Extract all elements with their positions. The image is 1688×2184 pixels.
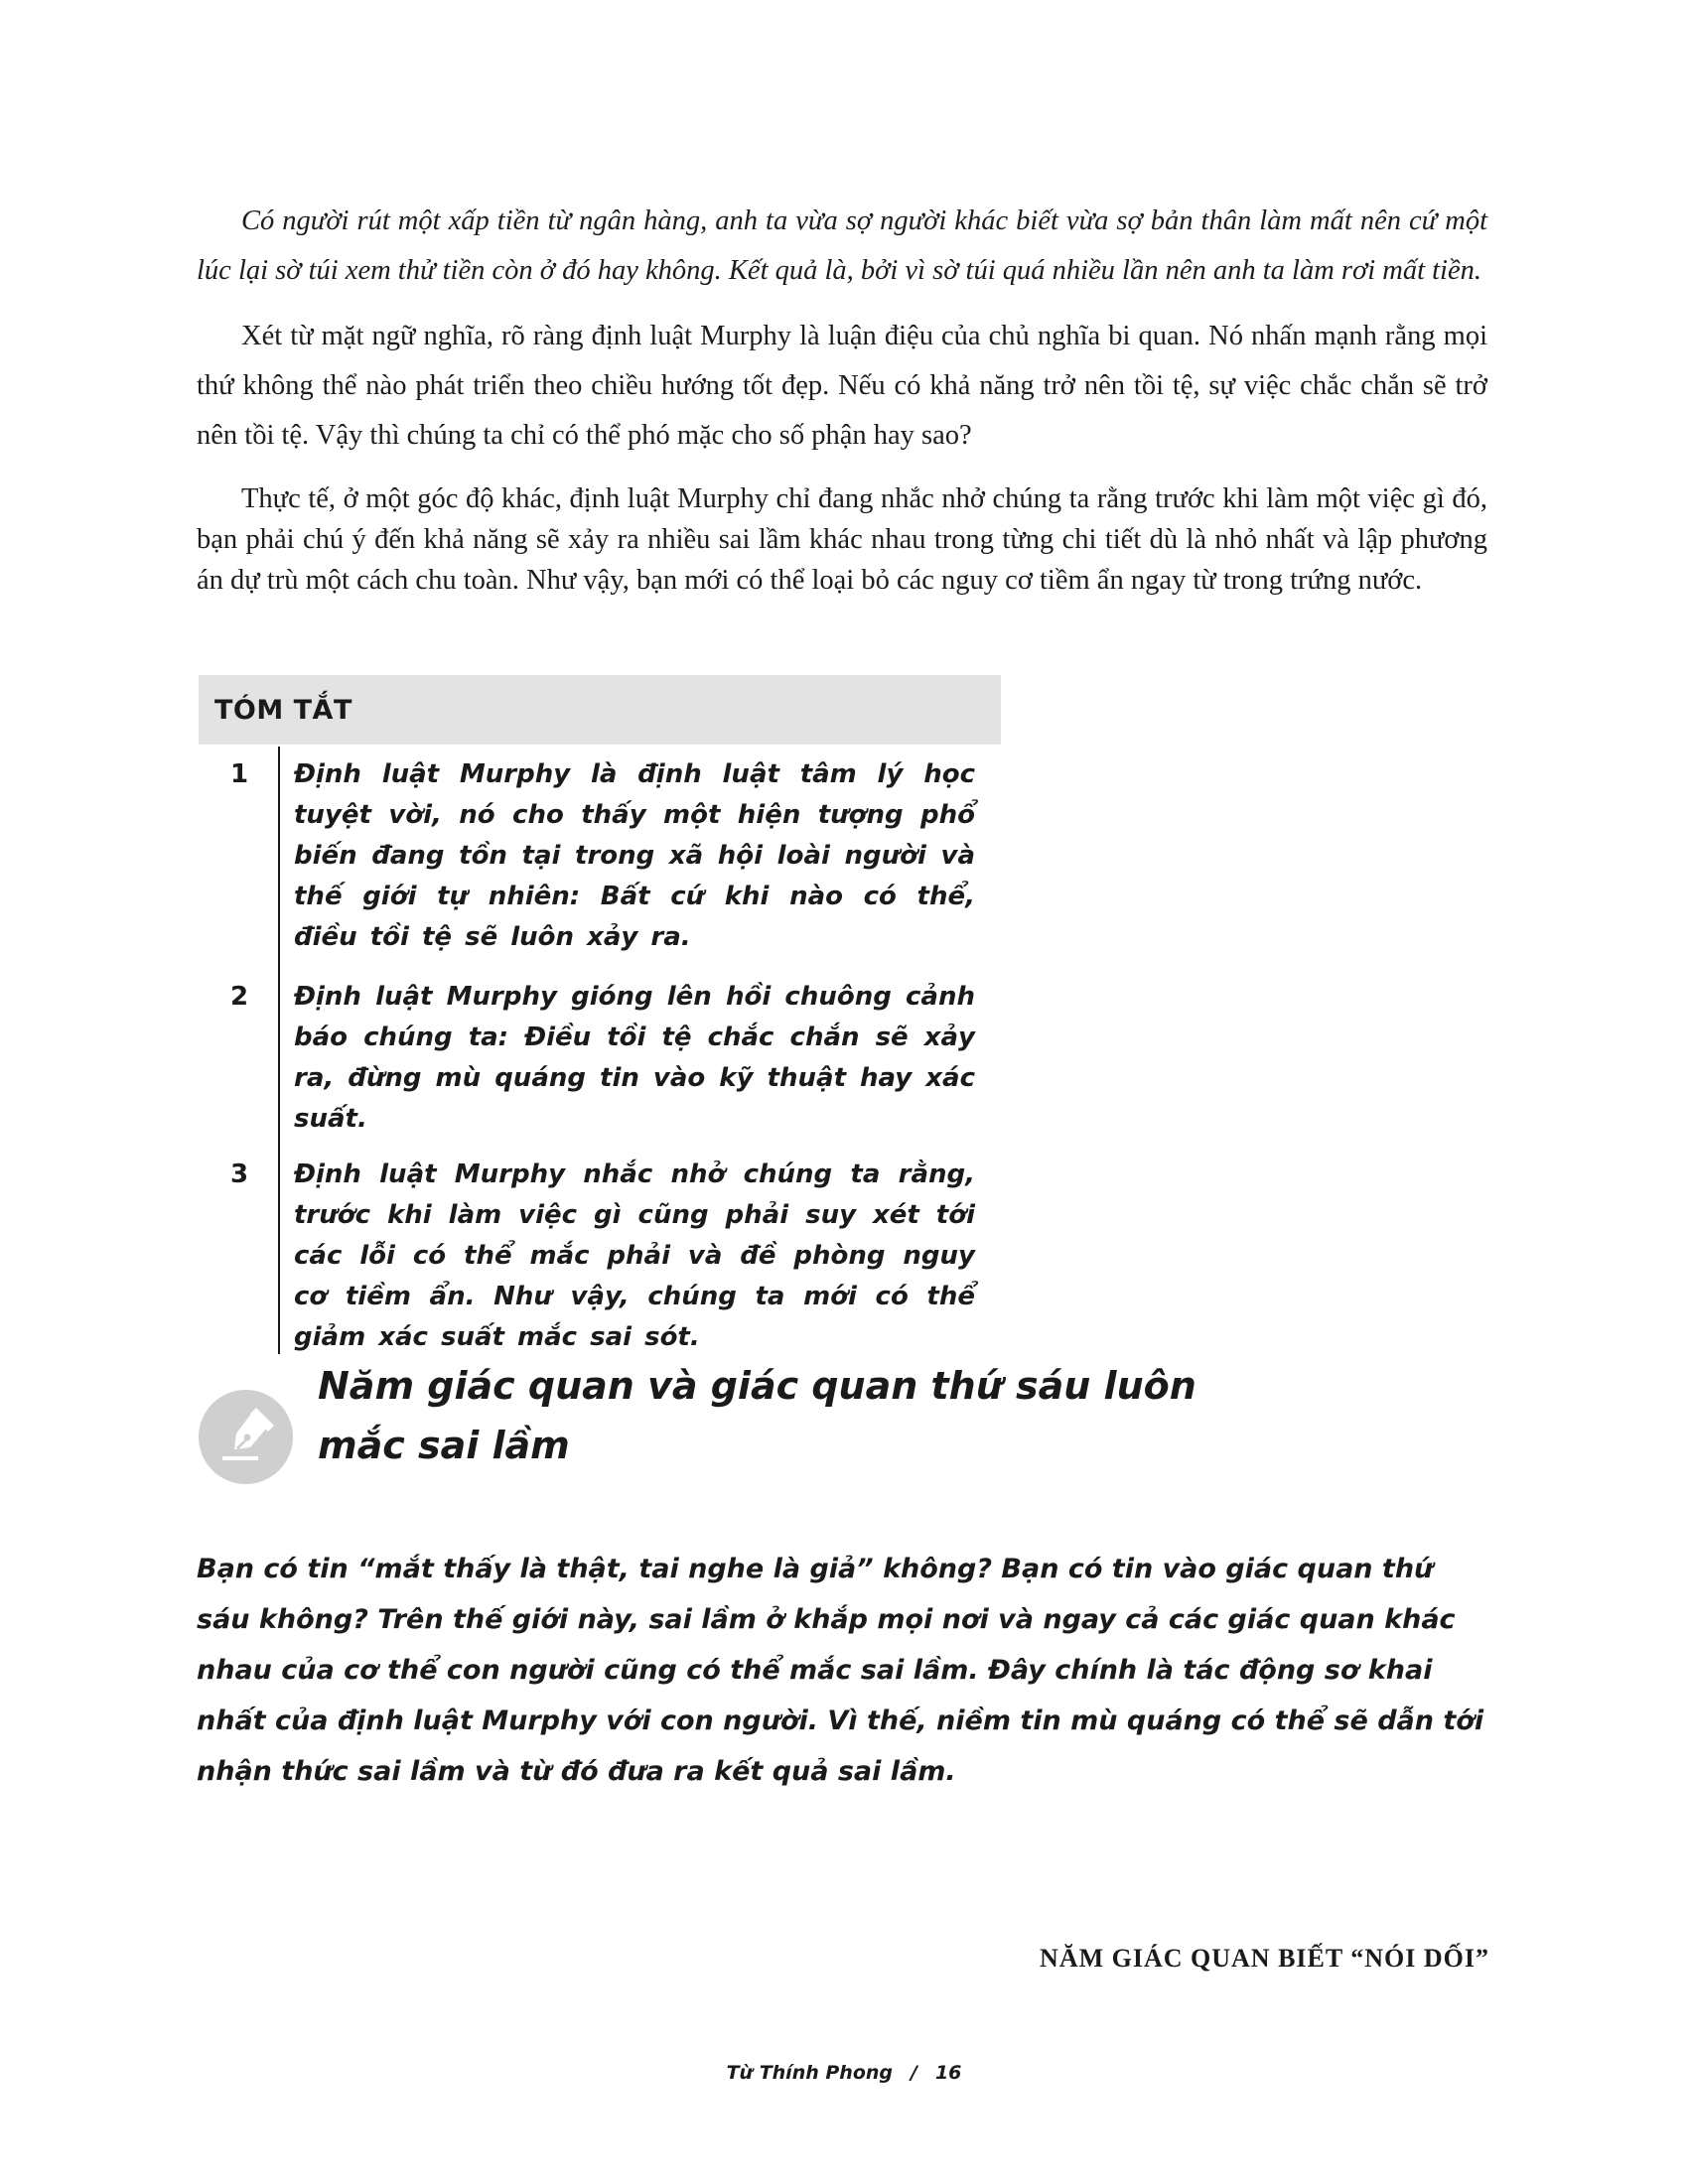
summary-item-number: 1 [230, 759, 249, 789]
summary-item-text: Định luật Murphy gióng lên hồi chuông cảnh báo chúng ta: Điều tồi tệ chắc chắn sẽ xảy ra, đừng mù quáng tin vào kỹ thuật hay xác suất. [294, 982, 975, 1134]
page-number: 16 [934, 2062, 962, 2084]
section-intro: Bạn có tin “mắt thấy là thật, tai nghe là giả” không? Bạn có tin vào giác quan thứ sáu không? Trên thế giới này, sai lầm ở khắp mọi nơi và ngay cả các giác quan khác nhau của cơ thể con người cũng có thể mắc sai lầm. Đây chính là tác động sơ khai nhất của định luật Murphy với con người. Vì thế, niềm tin mù quáng có thể sẽ dẫn tới nhận thức sai lầm và từ đó đưa ra kết quả sai lầm. [197, 1554, 1484, 1787]
footer-separator: / [911, 2062, 917, 2084]
body-paragraph-1: Xét từ mặt ngữ nghĩa, rõ ràng định luật Murphy là luận điệu của chủ nghĩa bi quan. Nó nhấn mạnh rằng mọi thứ không thể nào phát triển theo chiều hướng tốt đẹp. Nếu có khả năng trở nên tồi tệ, sự việc chắc chắn sẽ trở nên tồi tệ. Vậy thì chúng ta chỉ có thể phó mặc cho số phận hay sao? [197, 321, 1487, 451]
page-footer [0, 2062, 1688, 2084]
summary-item-text: Định luật Murphy là định luật tâm lý học tuyệt vời, nó cho thấy một hiện tượng phổ biến đang tồn tại trong xã hội loài người và thế giới tự nhiên: Bất cứ khi nào có thể, điều tồi tệ sẽ luôn xảy ra. [294, 759, 975, 952]
summary-item-text: Định luật Murphy nhắc nhở chúng ta rằng, trước khi làm việc gì cũng phải suy xét tới các lỗi có thể mắc phải và đề phòng nguy cơ tiềm ẩn. Như vậy, chúng ta mới có thể giảm xác suất mắc sai sót. [294, 1160, 975, 1352]
footer-author: Từ Thính Phong [726, 2062, 893, 2084]
summary-divider [278, 747, 280, 1354]
section-heading: Năm giác quan và giác quan thứ sáu luôn mắc sai lầm [318, 1364, 1196, 1467]
italic-story-paragraph: Có người rút một xấp tiền từ ngân hàng, anh ta vừa sợ người khác biết vừa sợ bản thân làm mất nên cứ một lúc lại sờ túi xem thử tiền còn ở đó hay không. Kết quả là, bởi vì sờ túi quá nhiều lần nên anh ta làm rơi mất tiền. [197, 205, 1487, 286]
summary-header [199, 675, 1001, 745]
body-paragraph-2: Thực tế, ở một góc độ khác, định luật Murphy chỉ đang nhắc nhở chúng ta rằng trước khi làm một việc gì đó, bạn phải chú ý đến khả năng sẽ xảy ra nhiều sai lầm khác nhau trong từng chi tiết dù là nhỏ nhất và lập phương án dự trù một cách chu toàn. Như vậy, bạn mới có thể loại bỏ các nguy cơ tiềm ẩn ngay từ trong trứng nước. [197, 483, 1487, 596]
fountain-pen-icon [199, 1390, 293, 1484]
summary-title: TÓM TẮT [214, 695, 352, 726]
summary-item-number: 2 [230, 982, 249, 1012]
sub-heading: NĂM GIÁC QUAN BIẾT “NÓI DỐI” [1040, 1944, 1489, 1973]
summary-item-number: 3 [230, 1160, 249, 1189]
section-badge [199, 1390, 293, 1484]
